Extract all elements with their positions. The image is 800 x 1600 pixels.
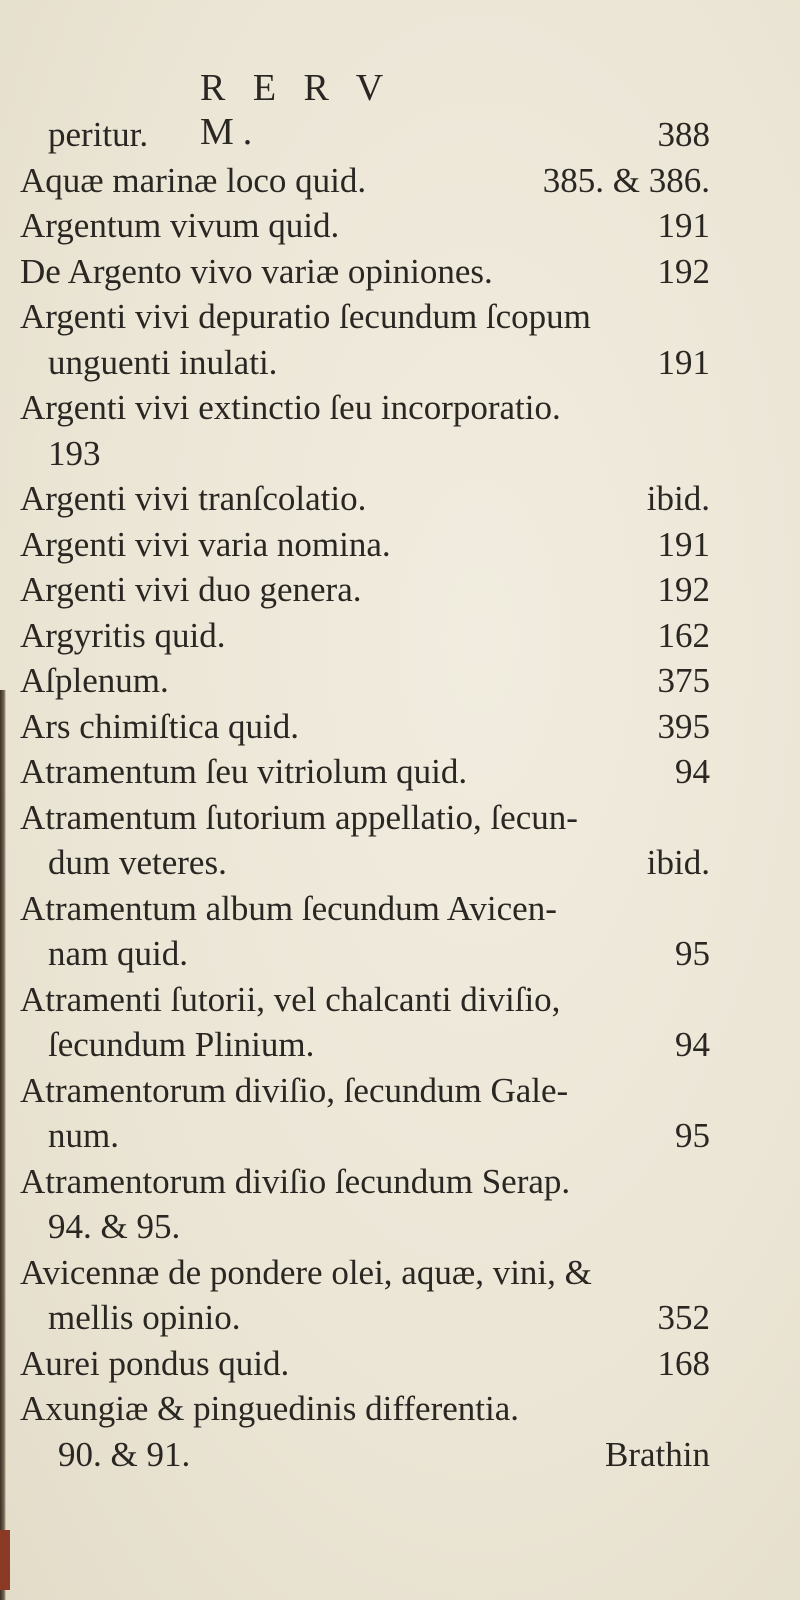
entry-text: Argentum vivum quid. xyxy=(20,206,340,245)
index-line xyxy=(20,1159,710,1205)
entry-text: dum veteres. xyxy=(48,843,227,882)
entry-text: num. xyxy=(48,1116,119,1155)
entry-text: Argenti vivi tranſcolatio. xyxy=(20,479,367,518)
index-line xyxy=(20,249,710,295)
index-line xyxy=(20,1022,710,1068)
entry-text: Argenti vivi extinctio ſeu incorporatio. xyxy=(20,388,561,427)
entry-text: Argenti vivi duo genera. xyxy=(20,570,362,609)
page-reference: 94 xyxy=(675,752,710,791)
index-line xyxy=(20,886,710,932)
catchword: Brathin xyxy=(605,1434,710,1474)
index-line xyxy=(20,158,710,204)
entry-text: Axungiæ & pinguedinis differentia. xyxy=(20,1389,520,1428)
entry-text: peritur. xyxy=(48,115,149,154)
index-line xyxy=(20,294,710,340)
page-reference: 95 xyxy=(675,1116,710,1155)
page-spine-edge xyxy=(0,690,6,1600)
entry-text: ſecundum Plinium. xyxy=(48,1025,315,1064)
index-line xyxy=(20,840,710,886)
index-line xyxy=(20,1204,710,1250)
entry-text: Aſplenum. xyxy=(20,661,169,700)
entry-text: 193 xyxy=(48,433,101,473)
page-reference: 94 xyxy=(675,1025,710,1064)
last-line xyxy=(20,1432,710,1478)
entry-text: Atramentum album ſecundum Avicen- xyxy=(20,888,557,928)
page-reference: 192 xyxy=(657,570,710,609)
page-reference: 191 xyxy=(657,206,710,245)
page-reference: 192 xyxy=(657,251,710,291)
entry-text: Argenti vivi depuratio ſecundum ſcopum xyxy=(20,297,591,336)
entry-text: 90. & 91. xyxy=(58,1434,191,1474)
index-entries xyxy=(20,112,710,1477)
entry-text: Atramentorum diviſio ſecundum Serap. xyxy=(20,1161,571,1201)
entry-text: Argyritis quid. xyxy=(20,615,226,655)
entry-text: Argenti vivi varia nomina. xyxy=(20,524,391,564)
index-line xyxy=(20,704,710,750)
index-line xyxy=(20,203,710,249)
running-header: R E R V M. xyxy=(200,67,392,153)
page-reference: 162 xyxy=(657,615,710,655)
index-line xyxy=(20,476,710,522)
page-reference: 168 xyxy=(657,1343,710,1383)
index-line xyxy=(20,1341,710,1387)
index-line xyxy=(20,1068,710,1114)
index-line xyxy=(20,749,710,795)
entry-text: unguenti inulati. xyxy=(48,342,278,382)
index-line xyxy=(20,385,710,431)
entry-text: De Argento vivo variæ opiniones. xyxy=(20,251,493,291)
entry-text: Ars chimiſtica quid. xyxy=(20,706,299,746)
index-line xyxy=(20,522,710,568)
index-line xyxy=(20,567,710,613)
page-reference: 395 xyxy=(657,706,710,746)
entry-text: Aurei pondus quid. xyxy=(20,1343,290,1383)
entry-text: Atramentum ſutorium appellatio, ſecun- xyxy=(20,797,578,837)
index-line xyxy=(20,431,710,477)
index-line xyxy=(20,112,710,158)
index-line xyxy=(20,1250,710,1296)
entry-text: mellis opinio. xyxy=(48,1298,241,1337)
page-reference: 388 xyxy=(657,115,710,154)
index-line xyxy=(20,1386,710,1432)
index-line xyxy=(20,1113,710,1159)
spine-marker xyxy=(0,1530,10,1590)
page-reference: 352 xyxy=(657,1298,710,1337)
entry-text: Avicennæ de pondere olei, aquæ, vini, & xyxy=(20,1252,592,1292)
page-reference: ibid. xyxy=(646,479,710,518)
page-reference: 95 xyxy=(675,934,710,973)
index-line xyxy=(20,340,710,386)
entry-text: Atramenti ſutorii, vel chalcanti diviſio, xyxy=(20,979,561,1019)
entry-text: Atramentorum diviſio, ſecundum Gale- xyxy=(20,1070,569,1110)
entry-text: nam quid. xyxy=(48,934,188,973)
entry-text: 94. & 95. xyxy=(48,1207,181,1246)
entry-text: Aquæ marinæ loco quid. xyxy=(20,160,367,200)
index-line xyxy=(20,977,710,1023)
index-line xyxy=(20,931,710,977)
page-reference: 375 xyxy=(657,661,710,700)
index-line xyxy=(20,1295,710,1341)
page-reference: 385. & 386. xyxy=(542,160,710,200)
page-reference: 191 xyxy=(657,342,710,382)
page-reference: ibid. xyxy=(646,843,710,882)
index-line xyxy=(20,658,710,704)
index-line xyxy=(20,795,710,841)
entry-text: Atramentum ſeu vitriolum quid. xyxy=(20,752,468,791)
page-reference: 191 xyxy=(657,524,710,564)
index-line xyxy=(20,613,710,659)
